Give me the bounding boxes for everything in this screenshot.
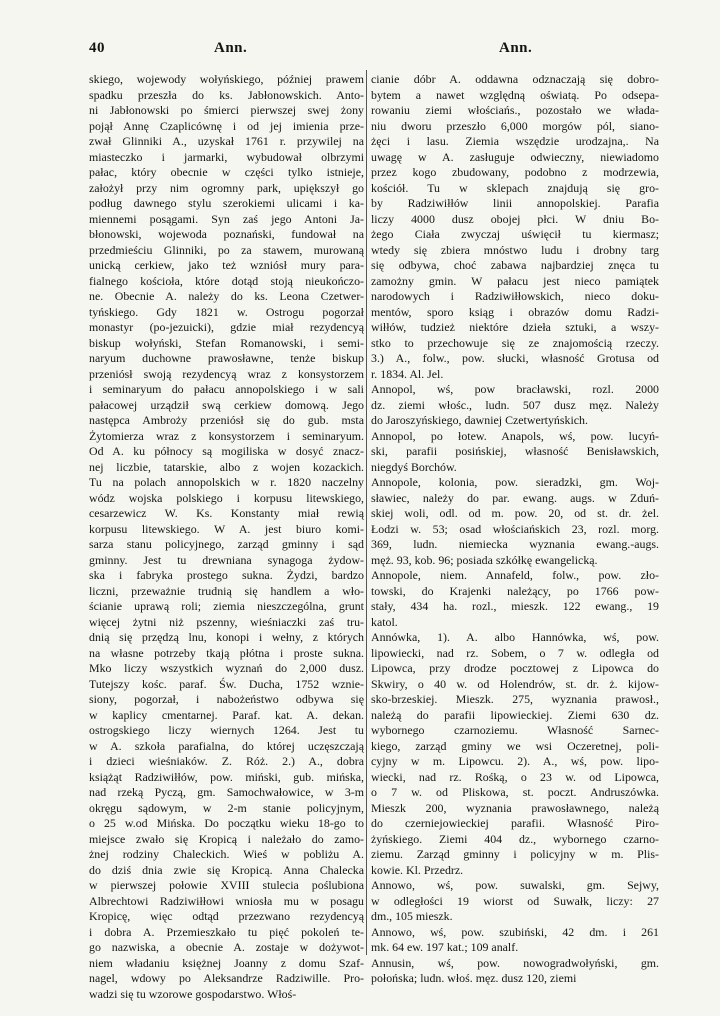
text-line: podług dawnego stylu szerokiemi ulicami i ka- — [89, 196, 364, 210]
text-line: kiego, zarząd gminy we wsi Oczeretnej, poli- — [371, 738, 659, 753]
text-line: wiłłów, tudzież niektóre dzieła sztuki, a wszy- — [371, 320, 659, 334]
text-line: mk. 64 ew. 197 kat.; 109 analf. — [371, 940, 519, 954]
text-line: rowaniu ziemi włościańs., pozostało we włada- — [371, 103, 659, 117]
text-line: więcej żytni niż pszenny, wieśniaczki zaś tru- — [89, 614, 364, 629]
text-line: przez kogo zbudowany, podobno z modrzewia, — [371, 165, 659, 179]
text-line: wybornego czarnoziemu. Własność Sarnec- — [371, 723, 659, 737]
header-right-title: Ann. — [499, 40, 533, 56]
text-line: Annówka, 1). A. albo Hannówka, wś, pow. — [371, 630, 659, 644]
text-line: nej liczbie, tatarskie, albo z wojen kozackich. — [89, 459, 364, 474]
text-line: pałacowej urządził swą cerkiew domową. Jego — [89, 397, 364, 412]
text-line: naryum duchowne prawosławne, tenże biskup — [89, 351, 364, 365]
text-line: skiego, wojewody wołyńskiego, później prawem — [89, 72, 364, 86]
text-line: katol. — [371, 614, 398, 629]
text-line: ścianie uprawą roli; ziemia nieszczególna, grunt — [89, 599, 364, 613]
text-line: niegdyś Borchów. — [371, 459, 457, 474]
text-line: dnią się przędzą lnu, konopi i wełny, z których — [89, 630, 364, 644]
text-line: wiecki, nad rz. Rośką, o 23 w. od Lipowca, — [371, 769, 659, 784]
text-line: Annopol, wś, pow bracławski, rozl. 2000 — [371, 382, 659, 396]
text-line: Żytomierza wraz z konsystorzem i seminaryum. — [89, 428, 364, 443]
text-line: go nazwiska, a obecnie A. zostaje w dożywot- — [89, 940, 364, 954]
text-line: do dziś dnia zwie się Kropicą. Anna Chalecka — [89, 862, 364, 877]
text-line: Łodzi w. 53; osad włościańskich 23, rozl. morg. — [371, 521, 659, 536]
text-line: cyjny w m. Lipowcu. 2). A., wś, pow. lipo- — [371, 754, 659, 768]
text-line: ostrogskiego liczy wiernych 1264. Jest tu — [89, 723, 364, 737]
text-line: wódz wojska polskiego i korpusu litewskiego, — [89, 490, 364, 505]
text-line: cianie dóbr A. oddawna odznaczają się dobro- — [371, 72, 659, 86]
text-line: o 7 w. od Pliskowa, st. poczt. Andruszówka. — [371, 785, 659, 799]
text-line: Tutejszy kośc. paraf. Św. Ducha, 1752 wznie- — [89, 676, 364, 691]
text-line: na własne potrzeby tkają płótna i proste sukna. — [89, 645, 364, 660]
text-line: gminny. Jest tu drewniana synagoga żydow- — [89, 552, 364, 567]
text-line: niem władaniu księżnej Joanny z domu Szaf- — [89, 955, 364, 970]
text-line: ne. Obecnie A. należy do ks. Leona Czetwer- — [89, 289, 364, 303]
text-line: niu dworu przeszło 6,000 morgów pól, siano- — [371, 118, 659, 133]
text-line: liczni, przeważnie trudnią się handlem a wło- — [89, 583, 364, 598]
text-line: o 25 w.od Mińska. Do początku wieku 18-go to — [89, 816, 364, 830]
text-line: ski, parafii posińskiej, własność Benisławskich, — [371, 444, 659, 458]
text-line: żyńskiego. Ziemi 404 dz., wybornego czarno- — [371, 831, 659, 846]
text-line: miasteczko i jarmarki, wybudował olbrzymi — [89, 149, 364, 164]
text-line: męż. 93, kob. 96; posiada szkółkę ewangelicką. — [371, 552, 598, 567]
text-line: lipowiecki, nad rz. Sobem, o 7 w. odległa od — [371, 645, 659, 660]
text-line: miejsce zwało się Kropicą i należało do zamo- — [89, 831, 364, 846]
text-line: Lipowca, przy drodze pocztowej z Lipowca do — [371, 661, 659, 675]
text-line: nagel, wdowy po Aleksandrze Radziwille. Pro- — [89, 971, 364, 985]
text-line: żęci i lasu. Ziemia wszędzie urodzajna,. Na — [371, 134, 659, 148]
text-line: liczy 4000 dusz obojej płci. W dniu Bo- — [371, 211, 659, 226]
text-line: żnej rodziny Chaleckich. Wieś w pobliżu A. — [89, 847, 364, 861]
text-line: Annusin, wś, pow. nowogradwołyński, gm. — [371, 955, 659, 970]
column-divider — [366, 70, 367, 955]
page-number: 40 — [89, 40, 105, 56]
text-line: stały, 434 ha. rozl., mieszk. 122 ewang., 19 — [371, 599, 659, 613]
text-line: zwał Glinniki A., uzyskał 1761 r. przywilej na — [89, 134, 364, 148]
text-line: monastyr (po-jezuicki), gdzie miał rezydencyą — [89, 320, 364, 334]
text-line: w kaplicy cmentarnej. Paraf. kat. A. dekan. — [89, 707, 364, 722]
text-line: biskup wołyński, Stefan Romanowski, i semi- — [89, 335, 364, 350]
text-line: pałac, który obecnie w części tylko istnieje, — [89, 165, 364, 179]
text-line: ziemu. Zarząd gminny i policyjny w m. Plis- — [371, 847, 659, 861]
text-line: do czerniejowieckiej parafii. Własność Piro- — [371, 816, 659, 830]
text-line: książąt Radziwiłłów, pow. miński, gub. mińska, — [89, 769, 364, 784]
text-line: kowie. Kl. Przedrz. — [371, 862, 464, 877]
text-line: kościół. Tu w sklepach znajdują się gro- — [371, 180, 659, 195]
text-line: siony, pogorzał, i nabożeństwo odbywa się — [89, 692, 364, 706]
running-header — [0, 40, 720, 62]
text-line: w pierwszej połowie XVIII stulecia poślubiona — [89, 878, 364, 892]
text-line: 3.) A., folw., pow. słucki, własność Grotusa od — [371, 351, 659, 365]
text-line: Annowo, wś, pow. suwalski, gm. Sejwy, — [371, 878, 659, 892]
text-line: Mieszk 200, wyznania prawosławnego, należą — [371, 800, 659, 815]
text-line: Annopole, kolonia, pow. sieradzki, gm. Woj- — [371, 475, 659, 489]
text-line: i seminaryum do pałacu annopolskiego i w sali — [89, 382, 364, 396]
text-line: bytem a nawet względną oświatą. Po odsepa- — [371, 87, 659, 102]
text-line: dm., 105 mieszk. — [371, 909, 453, 923]
text-line: następca Ambroży przeniósł się do gub. msta — [89, 413, 364, 427]
text-line: Kropicę, więc odtąd przezwano rezydencyą — [89, 909, 364, 923]
text-line: by Radziwiłłów linii annopolskiej. Parafia — [371, 196, 659, 210]
text-line: okręgu sądowym, w 2-m stanie policyjnym, — [89, 800, 364, 815]
text-line: błonowski, wojewoda poznański, fundował na — [89, 227, 364, 241]
right-text-column — [371, 72, 659, 987]
text-line: uwagę w A. zasługuje odwieczny, niewiadomo — [371, 149, 659, 164]
text-line: fialnego kościoła, które dotąd stoją nieukończo- — [89, 273, 364, 288]
text-line: mentów, sporo ksiąg i obrazów domu Radzi- — [371, 304, 659, 319]
text-line: Annopol, po łotew. Anapols, wś, pow. lucyń- — [371, 428, 659, 443]
text-line: założył przy nim ogromny park, upiększył go — [89, 180, 364, 195]
text-line: połońska; ludn. włoś. męz. dusz 120, ziemi — [371, 971, 577, 985]
text-line: Albrechtowi Radziwiłłowi wniosła mu w posagu — [89, 893, 364, 908]
text-line: w A. szkoła parafialna, do której uczęszczają — [89, 738, 364, 753]
text-line: się odbywa, choć zabawa najbardziej znęca tu — [371, 258, 659, 272]
left-text-column — [89, 72, 364, 1002]
text-line: towski, do Krajenki należący, po 1766 pow- — [371, 583, 659, 598]
text-line: miennemi posągami. Syn zaś jego Antoni Ja- — [89, 211, 364, 226]
text-line: narodowych i Radziwiłłowskich, nieco doku- — [371, 289, 659, 303]
text-line: ska i fabryka prostego sukna. Żydzi, bardzo — [89, 568, 364, 582]
text-line: należą do parafii lipowieckiej. Ziemi 630 dz. — [371, 707, 659, 722]
text-line: Annopole, niem. Annafeld, folw., pow. zło- — [371, 568, 659, 582]
text-line: i dobra A. Przemieszkało tu pięć pokoleń te- — [89, 924, 364, 939]
text-line: w odległości 19 wiorst od Suwałk, liczy: 27 — [371, 893, 659, 908]
text-line: pojął Annę Czaplicównę i od jej imienia prze- — [89, 118, 364, 133]
text-line: Tu na polach annopolskich w r. 1820 naczelny — [89, 475, 364, 489]
text-line: wtedy się zbiera mnóstwo ludu i drobny targ — [371, 242, 659, 257]
text-line: tyńskiego. Gdy 1821 w. Ostrogu pogorzał — [89, 304, 364, 319]
header-left-title: Ann. — [214, 40, 248, 56]
text-line: stko to przechowuje się ze znajomością rzeczy. — [371, 335, 659, 350]
text-line: przeniósł swoją rezydencyą wraz z konsystorzem — [89, 366, 364, 381]
text-line: wadzi się tu wzorowe gospodarstwo. Włoś- — [89, 986, 297, 1001]
text-line: Annowo, wś, pow. szubiński, 42 dm. i 261 — [371, 924, 659, 939]
text-line: żego Ciała zwyczaj uświęcił tu kiermasz; — [371, 227, 659, 241]
text-line: korpusu litewskiego. W A. jest biuro komi- — [89, 521, 364, 536]
text-line: Skwiry, o 40 w. od Holendrów, st. dr. ż. kijow- — [371, 676, 659, 691]
text-line: r. 1834. Al. Jel. — [371, 366, 444, 381]
text-line: do Jaroszyńskiego, dawniej Czetwertyńskich. — [371, 413, 588, 427]
text-line: ni Jabłonowski po śmierci pierwszej swej żony — [89, 103, 364, 117]
text-line: i dzieci wieśniaków. Z. Róż. 2.) A., dobra — [89, 754, 364, 768]
text-line: skiej woli, odl. od m. pow. 20, od st. dr. żel. — [371, 506, 659, 520]
text-line: dz. ziemi włośc., ludn. 507 dusz męz. Należy — [371, 397, 659, 412]
text-line: unicką cerkiew, jako też wzniósł mury para- — [89, 258, 364, 272]
text-line: Od A. ku północy są mogiliska w dosyć znacz- — [89, 444, 364, 458]
text-line: sko-brzeskiej. Mieszk. 275, wyznania prawosł., — [371, 692, 659, 706]
text-line: cesarzewicz W. Ks. Konstanty miał rewią — [89, 506, 364, 520]
text-line: przedmieściu Glinniki, po za stawem, murowaną — [89, 242, 364, 257]
text-line: nad rzeką Pyczą, gm. Samochwałowice, w 3-m — [89, 785, 364, 799]
text-line: zamożny gmin. W pałacu jest nieco pamiątek — [371, 273, 659, 288]
text-line: 369, ludn. niemiecka wyznania ewang.-augs. — [371, 537, 659, 551]
text-line: sarza stanu policyjnego, zarząd gminny i sąd — [89, 537, 364, 551]
text-line: spadku przeszła do ks. Jabłonowskich. Anto- — [89, 87, 364, 102]
text-line: Mko liczy wszystkich wyznań do 2,000 dusz. — [89, 661, 364, 675]
text-line: sławiec, należy do par. ewang. augs. w Zduń- — [371, 490, 659, 505]
